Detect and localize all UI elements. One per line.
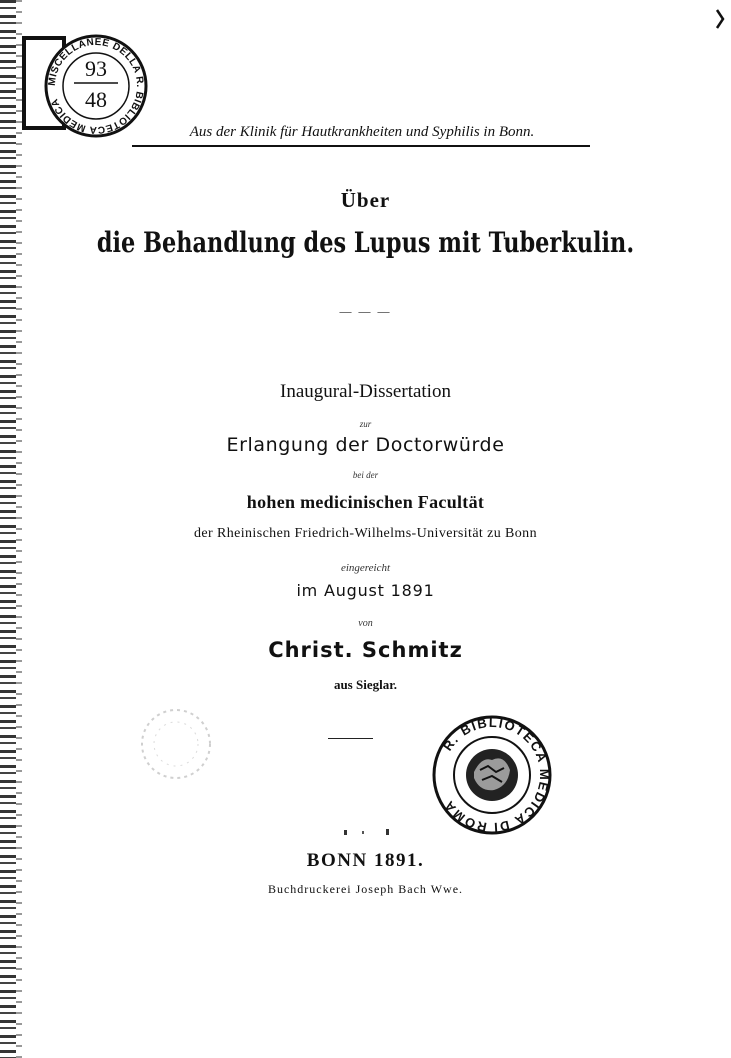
corner-mark-icon <box>715 8 725 30</box>
imprint-place-year: BONN 1891. <box>306 850 425 871</box>
connector-eingereicht: eingereicht <box>340 562 391 574</box>
dissertation-type: Inaugural-Dissertation <box>280 381 451 402</box>
title-prefix: Über <box>340 188 391 212</box>
faculty-line: hohen medicinischen Facultät <box>246 492 485 512</box>
degree-line: Erlangung der Doctorwürde <box>226 434 505 456</box>
emblem-icon <box>466 749 518 801</box>
library-stamp-text: R. BIBLIOTECA MEDICA DI ROMA <box>439 714 553 836</box>
stamp-number-bottom: 48 <box>85 87 107 112</box>
page-title: die Behandlung des Lupus mit Tuberkulin. <box>96 226 635 259</box>
stamp-number-top: 93 <box>85 56 107 81</box>
connector-zur: zur <box>359 419 372 429</box>
title-separator: — — — <box>339 304 392 318</box>
header-rule <box>132 145 590 147</box>
clinic-header: Aus der Klinik für Hautkrankheiten und Syphilis in Bonn. <box>189 124 535 140</box>
stamp-ring-text: MISCELLANEE DELLA R. BIBLIOTECA MEDICA <box>46 36 146 136</box>
imprint-printer: Buchdruckerei Joseph Bach Wwe. <box>267 882 464 896</box>
author-name: Christ. Schmitz <box>268 638 463 662</box>
biblioteca-medica-stamp <box>424 712 560 838</box>
faded-stamp <box>136 704 216 784</box>
author-origin: aus Sieglar. <box>333 677 398 692</box>
short-rule <box>328 738 373 739</box>
university-line: der Rheinischen Friedrich-Wilhelms-Universität zu Bonn <box>194 526 537 541</box>
connector-von: von <box>358 618 373 629</box>
submission-date: im August 1891 <box>296 581 435 600</box>
connector-bei-der: bei der <box>352 470 379 480</box>
print-specks <box>340 826 400 838</box>
